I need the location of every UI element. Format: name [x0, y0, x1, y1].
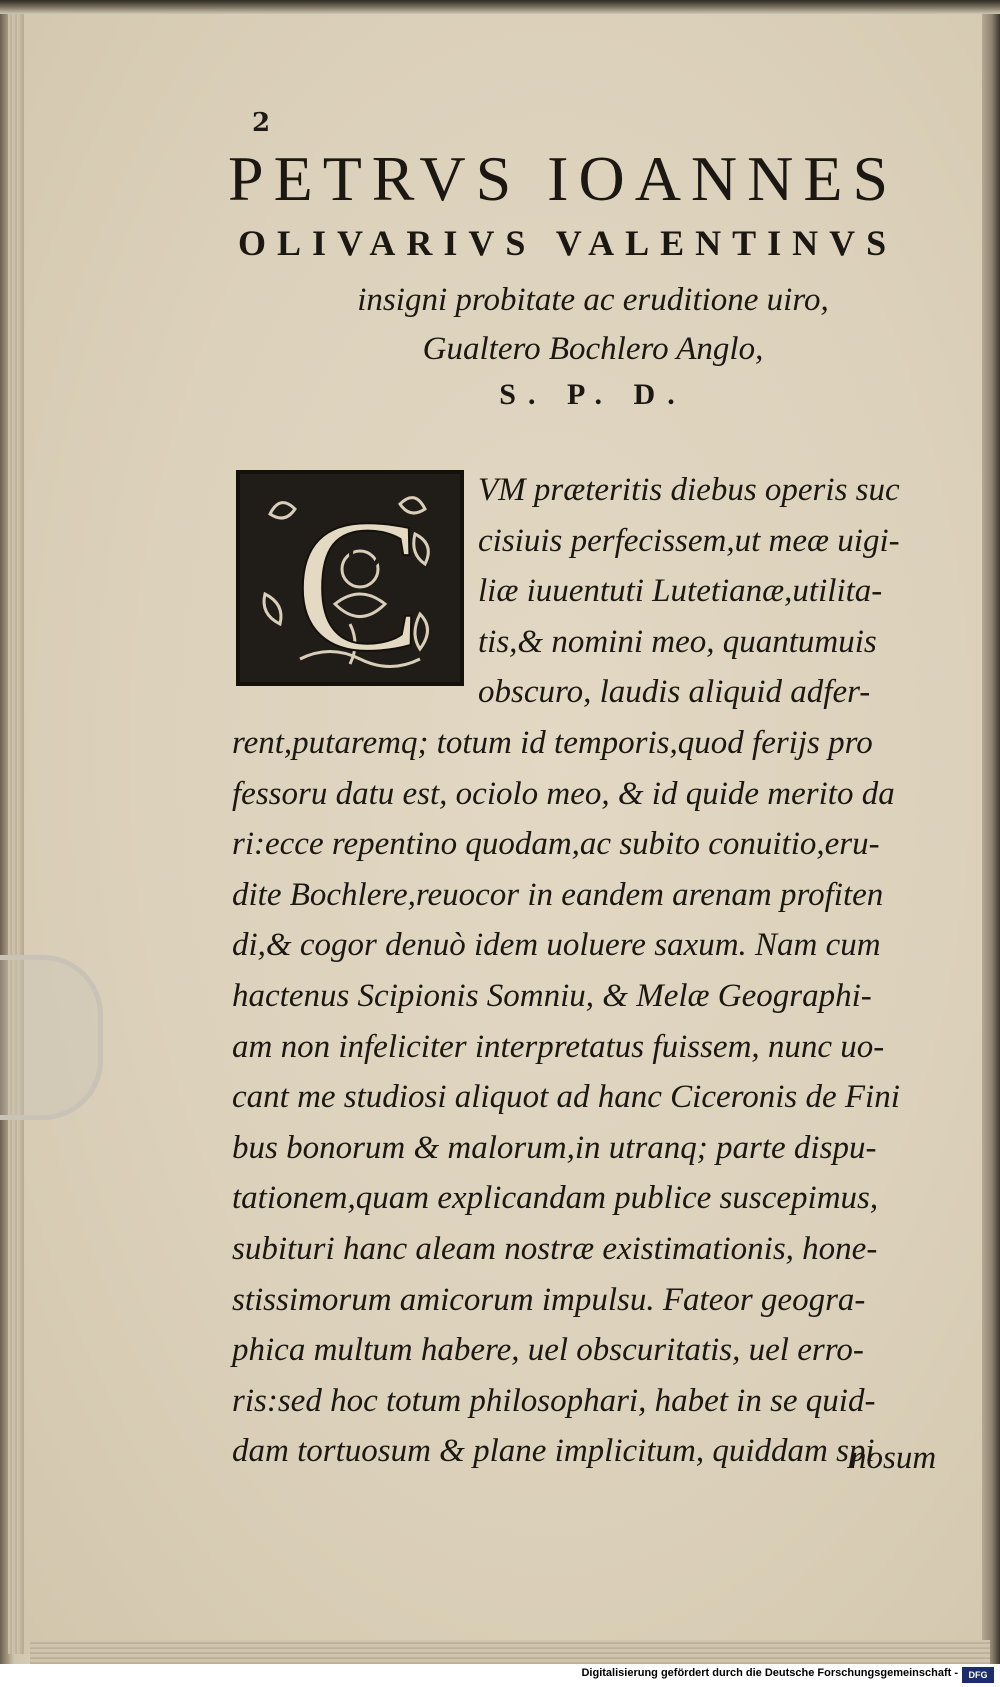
text-line: liæ iuuentuti Lutetianæ,utilita- [478, 573, 883, 610]
title-line-2: OLIVARIVS VALENTINVS [238, 223, 898, 263]
text-line: bus bonorum & malorum,in utranq; parte dispu- [232, 1129, 877, 1166]
text-line: dite Bochlere,reuocor in eandem arenam profiten [232, 876, 884, 913]
catchword: nosum [850, 1440, 937, 1476]
text-line: tationem,quam explicandam publice suscepimus, [232, 1180, 879, 1217]
page-edges [8, 14, 22, 1654]
text-line: dam tortuosum & plane implicitum, quiddam spi [232, 1433, 875, 1470]
book-clasp [0, 955, 103, 1120]
digitization-footer [0, 1664, 1000, 1687]
text-line: phica multum habere, uel obscuritatis, uel erro- [232, 1332, 864, 1369]
ornamental-initial-c-icon [236, 470, 464, 686]
salutation: S. P. D. [499, 378, 687, 411]
dfg-logo: DFG [962, 1667, 994, 1683]
dedication-line-1: insigni probitate ac eruditione uiro, [357, 282, 829, 318]
book-top-edge [0, 0, 1000, 14]
footer-credit: Digitalisierung gefördert durch die Deutsche Forschungsgemeinschaft - [581, 1667, 958, 1679]
text-line: di,& cogor denuò idem uoluere saxum. Nam cum [232, 927, 881, 964]
text-line: stissimorum amicorum impulsu. Fateor geogra- [232, 1281, 866, 1318]
text-line: rent,putaremq; totum id temporis,quod ferijs pro [232, 725, 873, 761]
text-line: fessoru datu est, ociolo meo, & id quide merito da [232, 775, 895, 812]
text-line: hactenus Scipionis Somniu, & Melæ Geographi- [232, 978, 872, 1014]
text-line: subituri hanc aleam nostræ existimationis, hone- [232, 1231, 878, 1267]
page-stack-bottom [30, 1640, 990, 1664]
text-line: cisiuis perfecissem,ut meæ uigi- [478, 522, 900, 559]
text-line: am non infeliciter interpretatus fuissem, nunc uo- [232, 1028, 885, 1065]
text-line: obscuro, laudis aliquid adfer- [478, 674, 871, 711]
dedication-line-2: Gualtero Bochlero Anglo, [422, 331, 764, 367]
text-line: tis,& nomini meo, quantumuis [478, 623, 877, 660]
page-number: 2 [252, 108, 271, 138]
text-line: cant me studiosi aliquot ad hanc Ciceronis de Fini [232, 1079, 900, 1116]
title-line-1: PETRVS IOANNES [228, 143, 899, 214]
initial-letter: C [295, 481, 422, 682]
text-line: ri:ecce repentino quodam,ac subito conuitio,eru- [232, 826, 880, 863]
text-line: ris:sed hoc totum philosophari, habet in se quid- [232, 1382, 876, 1419]
text-line: VM præteritis diebus operis suc [478, 472, 900, 508]
